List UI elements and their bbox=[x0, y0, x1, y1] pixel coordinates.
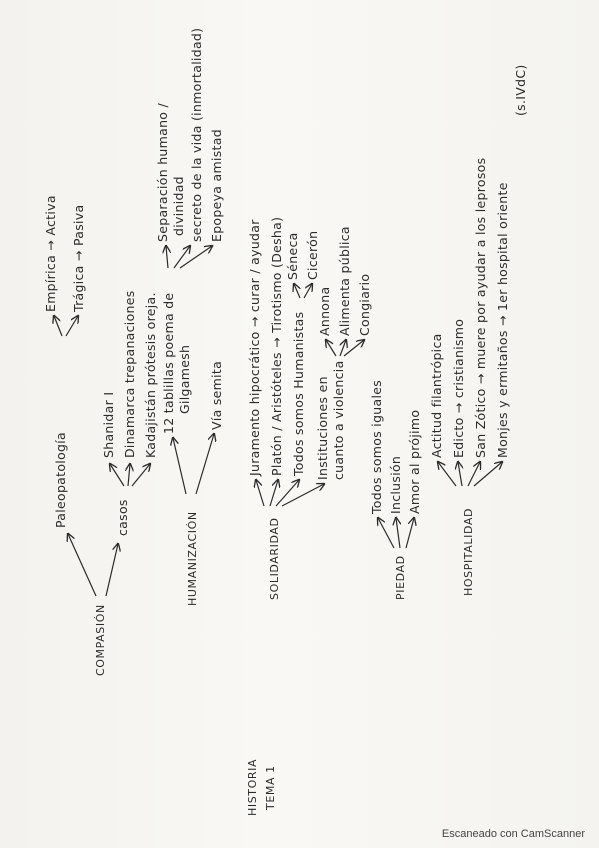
compasion-paleopatologia: Paleopatología bbox=[53, 432, 68, 528]
hospitalidad-monjes: Monjes y ermitaños → 1er hospital oriente bbox=[495, 182, 510, 458]
solidaridad-alimenta: Alimenta pública bbox=[337, 226, 352, 336]
hospitalidad-siglo: (s.IVdC) bbox=[513, 64, 528, 116]
piedad-iguales: Todos somos iguales bbox=[369, 379, 384, 514]
solidaridad-platon: Platón / Aristóteles → Tirotismo (Desha) bbox=[269, 216, 284, 476]
humanizacion-gilgamesh: Gilgamesh bbox=[177, 344, 192, 414]
hospitalidad-label: HOSPITALIDAD bbox=[462, 507, 475, 596]
humanizacion-tablillas: 12 tablillas poema de bbox=[161, 292, 176, 434]
compasion-tragica: Trágica → Pasiva bbox=[71, 204, 86, 312]
hospitalidad-zotico: San Zótico → muere por ayudar a los leprosos bbox=[473, 157, 488, 458]
solidaridad-congiario: Congiario bbox=[357, 273, 372, 336]
humanizacion-via-semita: Vía semita bbox=[209, 360, 224, 430]
humanizacion-separacion: Separación humano / bbox=[155, 102, 170, 242]
humanizacion-divinidad: divinidad bbox=[171, 176, 186, 236]
solidaridad-annona: Annona bbox=[317, 286, 332, 336]
solidaridad-instituciones: Instituciones en bbox=[315, 376, 330, 480]
compasion-dinamarca: Dinamarca trepanaciones bbox=[122, 290, 137, 458]
piedad-label: PIEDAD bbox=[394, 555, 407, 600]
camscanner-watermark: Escaneado con CamScanner bbox=[441, 828, 585, 840]
humanizacion-epopeya: Epopeya amistad bbox=[209, 129, 224, 242]
solidaridad-label: SOLIDARIDAD bbox=[268, 517, 281, 600]
hospitalidad-edicto: Edicto → cristianismo bbox=[451, 318, 466, 458]
hospitalidad-filantropica: Actitud filantrópica bbox=[429, 333, 444, 458]
solidaridad-violencia: cuanto a violencia bbox=[331, 360, 346, 480]
piedad-amor: Amor al prójimo bbox=[407, 409, 422, 514]
humanizacion-label: HUMANIZACIÓN bbox=[186, 511, 199, 606]
title-tema: TEMA 1 bbox=[264, 765, 277, 810]
solidaridad-juramento: Juramento hipocrático → curar / ayudar bbox=[247, 219, 262, 476]
compasion-shanidar: Shanidar I bbox=[101, 391, 116, 458]
compasion-label: COMPASIÓN bbox=[94, 604, 107, 676]
compasion-empirica: Empírica → Activa bbox=[43, 195, 58, 312]
mind-map bbox=[6, 0, 593, 836]
piedad-inclusion: Inclusión bbox=[388, 455, 403, 514]
compasion-casos: casos bbox=[115, 499, 130, 536]
solidaridad-humanistas: Todos somos Humanistas bbox=[291, 311, 306, 476]
solidaridad-ciceron: Cicerón bbox=[305, 230, 320, 280]
humanizacion-secreto: secreto de la vida (inmortalidad) bbox=[189, 27, 204, 242]
title-historia: HISTORIA bbox=[246, 758, 259, 816]
solidaridad-seneca: Séneca bbox=[285, 232, 300, 280]
compasion-kadajistan: Kadajistán prótesis oreja. bbox=[143, 292, 158, 458]
